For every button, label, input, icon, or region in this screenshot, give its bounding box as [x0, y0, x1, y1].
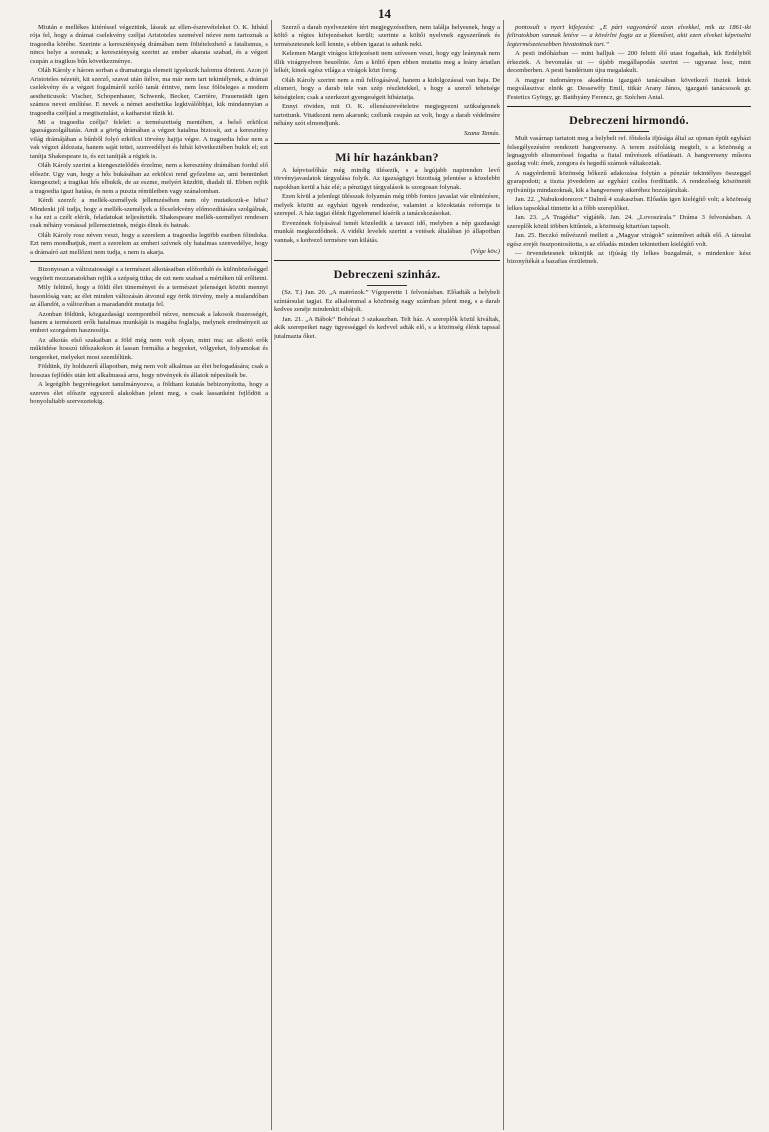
section-heading: Debreczeni szinház. — [333, 267, 441, 282]
article-paragraph: Oláh Károly szerint a kiengesztelődés érzelme, nem a keresztény drámában fordul elő először. Ugy van, hogy a hős bukásában az erkölcsi rend győzelme az, ami bennünket kiengesztel; a tragikai hős elbukik, de az eszme, melyért küzdött, diadalt ül. Ebben rejlik a tragoedia igazi hatása, és nem a puszta rémületben vagy szánalomban. — [30, 162, 268, 195]
closing-paragraph: — örvendetesnek tekintjük az ifjúság ily lelkes buzgalmát, s mindenkor kész bizonyítékát a hazafias érzületnek. — [507, 249, 751, 266]
news-paragraph: Mult vasárnap tartatott meg a helybeli ref. főiskola ifjúsága által az ujonan épült egyházi felsegélyezésére rendezett hangverseny. A terem zsúfolásig megtelt, s a közönség a legnagyobb elismeréssel fogadta a fiatal művészek előadásait. A hangverseny műsora gazdag volt: ének, zongora és hegedű számok váltakoztak. — [507, 135, 751, 168]
article-paragraph: Földünk, ily holdszerű állapotban, még nem volt alkalmas az élet befogadására; csak a hosszas fejlődés után lett alkalmassá arra, hogy növények és állatok népesítsék be. — [30, 363, 268, 379]
heading-rule — [609, 131, 649, 132]
news-paragraph: Jan. 22. „Nabukodonozor.” Dalmű 4 szakaszban. Előadás igen kielégítő volt; a közönség lelkes tapsokkal tüntette ki a főbb szereplőket. — [507, 196, 751, 212]
page-number: 14 — [378, 6, 391, 21]
column-divider — [271, 20, 272, 1130]
section-rule — [507, 106, 751, 107]
article-paragraph: Az alkotás első szakaiban a föld még nem volt olyan, mint ma; az alkotó erők működése hosszú időszakokon át lassan formálta a hegyeket, völgyeket, folyamokat és tengereket, melyeket most szemlélünk. — [30, 336, 268, 361]
article-paragraph: Oláh Károly rosz néven veszi, hogy a szerelem a tragoedia legtöbb esetben főindoka. Ezt nem mondhatjuk, mert a szerelem az emberi szívnek oly hatalmas szenvedélye, hogy a drámaíró azt mellőzni nem tudja, s nem is akarja. — [30, 231, 268, 256]
article-signature: Szana Tamás. — [463, 130, 500, 138]
news-paragraph: Jan. 25. Beczkó művésznő mellett a „Magyar virágok” színművet adták elő. A társulat egész erejét összpontosította, s az előadás minden tekintetben kielégítő volt. — [507, 232, 751, 248]
column-divider — [503, 20, 504, 1130]
article-paragraph: A legrégibb hegyrétegeket tanulmányozva, a földtani kutatás bebizonyította, hogy a szerves élet először egyszerű alakokban jelent meg, s csak lassanként fejlődött a bonyolultabb szervezetekig. — [30, 381, 268, 406]
article-paragraph: Ennyi röviden, mit O. K. ellenészrevételeire megjegyezni szükségesnek tartottunk. Vitatkozni nem akarunk; czélunk csupán az volt, hogy a darab védelmére néhány szót elmondjunk. — [274, 103, 500, 127]
news-paragraph: A képviselőház még mindig ülésezik, s a legújabb napirenden levő törvényjavaslatok tárgyalása folyik. Az igazságügyi bizottság jelentése a közelebbi napokban kerül a ház elé; a pénzügyi tárgyalások is szorgosan folynak. — [274, 166, 500, 191]
article-paragraph: Kelemen Margit virágos kifejezéseit nem szívesen veszi, hogy egy leánynak nem illik virágnyelven beszélnie. Ám a költő épen ebben mutatta meg a leány ártatlan lelkét, kinek egész világa a virágok közt forog. — [274, 50, 500, 75]
article-paragraph: Miután e mellékes kitéréssel végeztünk, lássuk az ellen-észrevételeket O. K. hibául rója fel, hogy a drámai cselekvény czéljai Aristoteles szemével nézve nem tartoznak a tragoedia körébe. Szerinte a kereszténység drámában nem föltételezhető a fatalismus, s nincs helye a sorsnak; a kereszténység szerint az ember akarata szabad, és a végzet csupán a tragikus bűn következménye. — [30, 24, 268, 65]
news-paragraph: Jan. 23. „A Tragédia” vígjáték. Jan. 24. „Lovoszirala.” Dráma 3 felvonásban. A szereplők közül többen kitűntek, a közönség kitartóan tapsolt. — [507, 214, 751, 230]
section-rule — [30, 261, 268, 262]
section-heading: Debreczeni hirmondó. — [569, 113, 689, 128]
heading-rule — [367, 285, 407, 286]
article-paragraph: Oláh Károly e három sorban a dramaturgia elemeit igyekszik halomra dönteni. Azon jó Aristoteles nézetét, kit szerző, szavai után ítélve, ma már nem tart tekintélynek, a drámai cselekvény és a végzet fogalmáról szóló tanát érintve, nem lesz fölösleges a modern aestheticusok: Vischer, Schopenhauer, Schwenk, Becker, Carrière, Frauenstädt igen számos nevei említése. E nevek a német aesthetika legkiválóbbjai, kik mindannyian a tragoedia czéljául a megtisztulást, a katharsist tűzik ki. — [30, 67, 268, 117]
article-paragraph: Mily feltünő, hogy a földi élet tüneményei és a természet jelenségei között mennyi hasonlóság van; az élet minden változásán átvonul egy örök törvény, mely a mulandóban az állandót, a változóban a maradandót mutatja fel. — [30, 284, 268, 309]
article-paragraph: pontosult s nyert kifejezést: „E párt vagyonáról azon elvekkel, mik az 1861-iki feliratokban vannak letéve — a kövérlni fogja az a főeművet, akit ezen elveket képviselni legtermészetesebben hivatottnak tart.” — [507, 24, 751, 48]
article-paragraph: Szerző a darab nyelvezetére tért megjegyzéseiben, nem találja helyesnek, hogy a költő a régies kifejezéseket kerüli; szerinte a költői nyelvnek egyszerűnek és természetesnek kell lennie, s ebben igazat is adunk neki. — [274, 24, 500, 48]
theatre-paragraph: (Sz. T.) Jan. 20. „A matrózok.” Vígoperette 1 felvonásban. Előadták a helybeli színtársulat tagjai. Ez alkalommal a közönség nagy számban jelent meg, s a darab kedves zenéje mindenkit elbájolt. — [274, 289, 500, 314]
section-heading: Mi hír hazánkban? — [335, 149, 439, 164]
section-rule — [274, 143, 500, 144]
article-paragraph: Azonban földünk, közgazdasági szempontból nézve, nemcsak a lakosok összességét, hanem a természeti erők hatalmas munkáját is magába foglalja, melynek eredményeit az emberi szorgalom hasznosítja. — [30, 310, 268, 335]
theatre-paragraph: Jan. 21. „A Bábok” Bohózat 3 szakaszban. Telt ház. A szereplők közül kiváltak, akik szerepeiket nagy ügyességgel és kedvvel adták elő, s a közönség élénk tapssal jutalmazta őket. — [274, 315, 500, 340]
column-right — [507, 24, 751, 1122]
news-paragraph: A nagyérdemű közönség bőkezű adakozása folytán a pénztár tekintélyes összeggel gyarapodott; a tiszta jövedelem az egyházi czélra fordíttatik. A rendezőség köszönetét nyilvánítja mindazoknak, kik a hangverseny sikeréhez hozzájárultak. — [507, 169, 751, 194]
article-paragraph: Oláh Károly szerint nem a mű felfogásával, hanem a kidolgozással van baja. De elismeri, hogy a darab tele van szép részletekkel, s hogy a szerző tehetsége kétségtelen; csak a szerkezet gyengeségeit hibáztatja. — [274, 76, 500, 101]
article-paragraph: Kérdi szerző: a mellék-személyek jellemzésében nem oly mutatkozik-e hiba? Mindenki jól tudja, hogy a mellék-személyek a főcselekvény előmozdítására szolgálnak, s ha ezt a czélt elérik, feladatukat teljesítették. Shakespeare mellék-személyei rendesen csak néhány vonással jellemeztetnek, mégis élnek és hatnak. — [30, 197, 268, 230]
article-paragraph: A pesti indóházban — mint halljuk — 200 feletti élő utast fogadtak, kik Erdélyből érkeztek. A bevonulás ut — újabb megállapodás szerint — ugyanaz lesz, mint decemberben. A pesti bandérium újra megalakult. — [507, 50, 751, 75]
article-paragraph: A magyar tudományos akadémia igazgató tanácsában következő tisztek lettek megválasztva: elnök gr. Dessewffy Emil, titkár Arany János, igazgató tanácsosok gr. Festetics György, gr. Batthyány Ferencz, gr. Széchen Antal. — [507, 76, 751, 101]
news-paragraph: Ezen kívül a jelenlegi ülésszak folyamán még több fontos javaslat vár elintézésre, melyek között az egyházi ügyek rendezése, valamint a közoktatás reformja is szerepel. A ház tagjai élénk figyelemmel kísérik a tanácskozásokat. — [274, 193, 500, 218]
column-middle — [274, 24, 500, 1122]
section-rule — [274, 260, 500, 261]
column-left — [30, 24, 268, 1122]
article-paragraph: Bizonyosan a változatosságé s a természet alkotásaiban előforduló és különbözőséggel vegyített mozzanatokban rejlik a szépség titka; de ezt nem szabad a mértéken túl erőltetni. — [30, 266, 268, 282]
continued-note: (Vége köv.) — [470, 247, 500, 255]
news-paragraph: Evvezének folyásával ismét közeledik a tavaszi idő, melyben a nép gazdasági munkái megkezdődnek. A vidéki levelek szerint a vetések általában jó állapotban vannak, s kedvező termésre van kilátás. — [274, 219, 500, 244]
article-paragraph: Mi a tragoedia czélja? felelet: a természetiség mentében, a belső erkölcsi igazságszolgáltatás. Amit a görög drámában a végzet hatalma biztosít, azt a keresztény világ drámájában a bűnből folyó erkölcsi törvény hajtja végre. A tragoedia hőse nem a vak végzet áldozata, hanem saját tettei, szenvedélyei és hibái következtében bukik el; ezt tanítja Shakespeare is, és ezt tanítják a régiek is. — [30, 118, 268, 160]
